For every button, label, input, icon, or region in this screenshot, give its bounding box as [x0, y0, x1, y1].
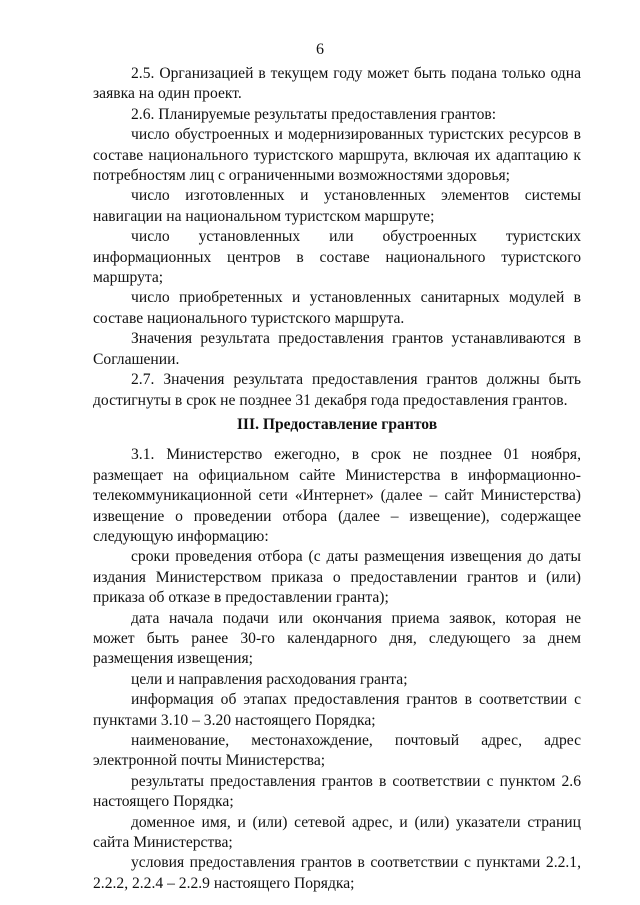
paragraph-selection-terms: сроки проведения отбора (с даты размещения извещения до даты издания Министерством приказа о предоставлении грантов и (или) приказа об отказе в предоставлении гранта);	[93, 548, 581, 607]
paragraph-grant-stages: информация об этапах предоставления грантов в соответствии с пунктами 3.10 – 3.20 настоящего Порядка;	[93, 691, 581, 729]
paragraph-grant-goals: цели и направления расходования гранта;	[131, 670, 408, 688]
paragraph-grant-results: результаты предоставления грантов в соответствии с пунктом 2.6 настоящего Порядка;	[93, 772, 581, 811]
paragraph-result-tourist-resources: число обустроенных и модернизированных туристских ресурсов в составе национального туристского маршрута, включая их адаптацию к потребностям лиц с ограниченными возможностями здоровья;	[93, 126, 581, 185]
paragraph-2-6: 2.6. Планируемые результаты предоставления грантов:	[131, 105, 497, 123]
paragraph-application-dates: дата начала подачи или окончания приема заявок, которая не может быть ранее 30-го календарного дня, следующего за днем размещения извещения;	[93, 609, 581, 668]
paragraph-grant-conditions: условия предоставления грантов в соответствии с пунктами 2.2.1, 2.2.2, 2.2.4 – 2.2.9 настоящего Порядка;	[93, 854, 581, 892]
paragraph-result-sanitary-modules: число приобретенных и установленных санитарных модулей в составе национального туристского маршрута.	[93, 289, 581, 327]
paragraph-result-info-centers: число установленных или обустроенных туристских информационных центров в составе национального туристского маршрута;	[93, 228, 581, 287]
paragraph-3-1: 3.1. Министерство ежегодно, в срок не позднее 01 ноября, размещает на официальном сайте Министерства в информационно-телекоммуникационной сети «Интернет» (далее – сайт Министерства) извещение о проведении отбора (далее – извещение), содержащее следующую информацию:	[93, 446, 581, 545]
paragraph-domain-name: доменное имя, и (или) сетевой адрес, и (или) указатели страниц сайта Министерства;	[93, 813, 581, 852]
document-body	[93, 64, 581, 894]
page-number: 6	[316, 41, 324, 58]
paragraph-2-5: 2.5. Организацией в текущем году может быть подана только одна заявка на один проект.	[93, 65, 581, 103]
paragraph-ministry-contacts: наименование, местонахождение, почтовый адрес, адрес электронной почты Министерства;	[93, 732, 581, 770]
paragraph-2-7: 2.7. Значения результата предоставления грантов должны быть достигнуты в срок не позднее 31 декабря года предоставления грантов.	[93, 371, 581, 409]
paragraph-result-navigation: число изготовленных и установленных элементов системы навигации на национальном туристском маршруте;	[93, 187, 581, 225]
section-heading: III. Предоставление грантов	[236, 415, 438, 433]
paragraph-result-values: Значения результата предоставления грантов устанавливаются в Соглашении.	[93, 330, 581, 368]
